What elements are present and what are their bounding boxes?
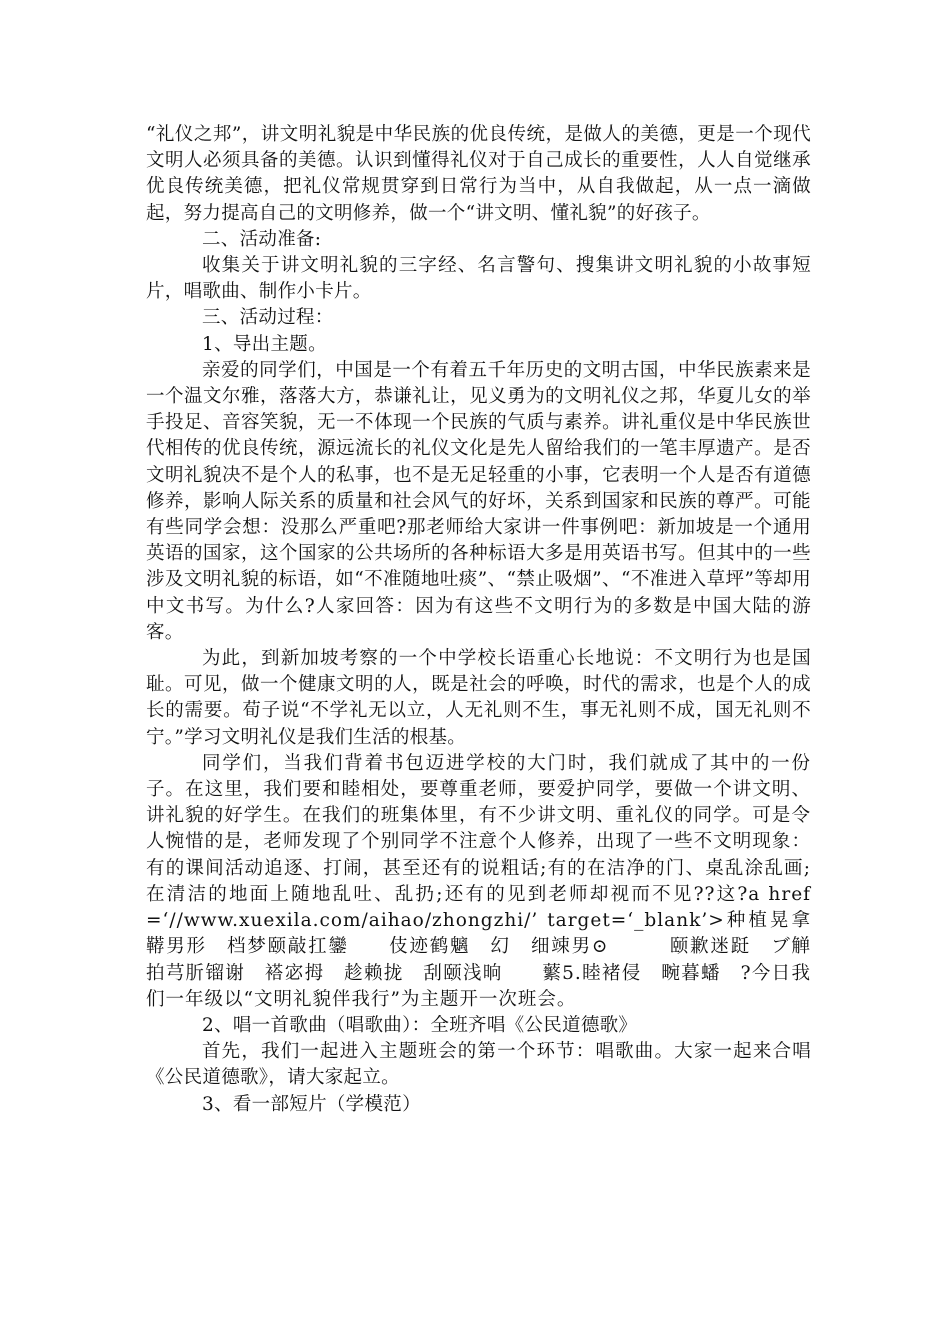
paragraph-step-2-body: 首先，我们一起进入主题班会的第一个环节：唱歌曲。大家一起来合唱《公民道德歌》，请大家起立。 (146, 1041, 811, 1089)
paragraph-classmates: 同学们，当我们背着书包迈进学校的大门时，我们就成了其中的一份子。在这里，我们要和睦相处，要尊重老师，要爱护同学，要做一个讲文明、讲礼貌的好学生。在我们的班集体里，有不少讲文明、重礼仪的同学。可是令人惋惜的是，老师发现了个别同学不注意个人修养，出现了一些不文明现象：有的课间活动追逐、打闹，甚至还有的说粗话;有的在洁净的门、桌乱涂乱画;在清洁的地面上随地乱吐、乱扔;还有的见到老师却视而不见??这?a href=‘//www.xuexila.com/aihao/zhongzhi/’ target=‘_blank’>种植晃拿鞯男形 档梦颐敲扛鑾 伎迹鹤魑 幻 细竦男⊙ 颐歉迷跹 ブ觯 拍芎肵镏谢 褡宓拇 趁赖拢 刮颐浅晌 蘩5.睦褚侵 畹暮蟠 ?今日我们一年级以“文明礼貌伴我行”为主题开一次班会。 (146, 752, 831, 1010)
heading-preparation: 二、活动准备: (202, 228, 322, 250)
paragraph-singapore: 为此，到新加坡考察的一个中学校长语重心长地说：不文明行为也是国耻。可见，做一个健康文明的人，既是社会的呼唤，时代的需求，也是个人的成长的需要。荀子说“不学礼无以立，人无礼则不生，事无礼则不成，国无礼则不宁。”学习文明礼仪是我们生活的根基。 (146, 648, 811, 748)
document-page (146, 122, 831, 1118)
heading-step-2: 2、唱一首歌曲（唱歌曲）：全班齐唱《公民道德歌》 (202, 1014, 638, 1036)
heading-process: 三、活动过程： (202, 307, 334, 329)
paragraph-preparation: 收集关于讲文明礼貌的三字经、名言警句、搜集讲文明礼貌的小故事短片，唱歌曲、制作小卡片。 (146, 255, 811, 303)
paragraph-intro: “礼仪之邦”，讲文明礼貌是中华民族的优良传统，是做人的美德，更是一个现代文明人必须具备的美德。认识到懂得礼仪对于自己成长的重要性，人人自觉继承优良传统美德，把礼仪常规贯穿到日常行为当中，从自我做起，从一点一滴做起，努力提高自己的文明修养，做一个“讲文明、懂礼貌”的好孩子。 (146, 124, 811, 224)
heading-step-1: 1、导出主题。 (202, 333, 327, 355)
paragraph-step-1-body: 亲爱的同学们，中国是一个有着五千年历史的文明古国，中华民族素来是一个温文尔雅，落落大方，恭谦礼让，见义勇为的文明礼仪之邦，华夏儿女的举手投足、音容笑貌，无一不体现一个民族的气质与素养。讲礼重仪是中华民族世代相传的优良传统，源远流长的礼仪文化是先人留给我们的一笔丰厚遗产。是否文明礼貌决不是个人的私事，也不是无足轻重的小事，它表明一个人是否有道德修养，影响人际关系的质量和社会风气的好坏，关系到国家和民族的尊严。可能有些同学会想：没那么严重吧?那老师给大家讲一件事例吧：新加坡是一个通用英语的国家，这个国家的公共场所的各种标语大多是用英语书写。但其中的一些涉及文明礼貌的标语，如“不准随地吐痰”、“禁止吸烟”、“不准进入草坪”等却用中文书写。为什么?人家回答：因为有这些不文明行为的多数是中国大陆的游客。 (146, 359, 811, 643)
heading-step-3: 3、看一部短片（学模范） (202, 1093, 421, 1115)
